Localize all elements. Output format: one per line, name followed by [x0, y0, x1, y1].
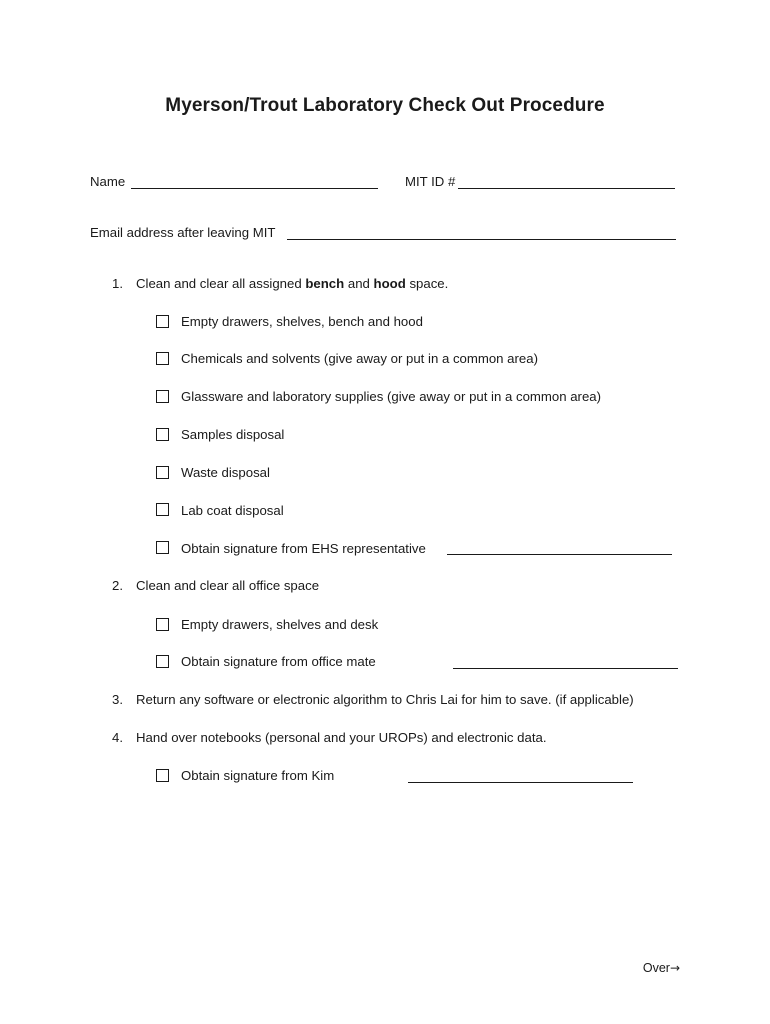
mit-id-underline	[458, 188, 675, 189]
step-number: 3.	[112, 692, 123, 707]
mit-id-label: MIT ID #	[405, 174, 456, 189]
step-number: 4.	[112, 730, 123, 745]
checkbox-glassware[interactable]	[156, 390, 169, 403]
over-indicator	[643, 961, 680, 975]
ehs-signature-line[interactable]	[447, 554, 672, 555]
checkbox-samples[interactable]	[156, 428, 169, 441]
checkbox-waste[interactable]	[156, 466, 169, 479]
kim-signature-line[interactable]	[408, 782, 633, 783]
checklist-item: Chemicals and solvents (give away or put in a common area)	[181, 351, 538, 366]
step-text: Hand over notebooks (personal and your UROPs) and electronic data.	[136, 730, 547, 745]
checklist-item: Glassware and laboratory supplies (give away or put in a common area)	[181, 389, 602, 404]
checklist-item: Waste disposal	[181, 465, 270, 480]
email-field[interactable]	[289, 223, 674, 239]
page-title: Myerson/Trout Laboratory Check Out Procedure	[165, 95, 605, 116]
checklist-item: Obtain signature from office mate	[181, 654, 376, 669]
office-mate-signature-line[interactable]	[453, 668, 678, 669]
checkbox-kim-signature[interactable]	[156, 769, 169, 782]
checklist-item: Obtain signature from EHS representative	[181, 541, 426, 556]
checklist-item: Samples disposal	[181, 427, 285, 442]
step-text: Clean and clear all assigned bench and hood space.	[136, 276, 449, 291]
mit-id-field[interactable]	[460, 172, 673, 188]
checkbox-chemicals[interactable]	[156, 352, 169, 365]
name-field[interactable]	[133, 172, 376, 188]
step-number: 2.	[112, 578, 123, 593]
step-text: Return any software or electronic algorithm to Chris Lai for him to save. (if applicable)	[136, 692, 634, 707]
step-bold-word: hood	[373, 276, 406, 291]
checkbox-office-mate-signature[interactable]	[156, 655, 169, 668]
checkbox-ehs-signature[interactable]	[156, 541, 169, 554]
checkbox-office-drawers[interactable]	[156, 618, 169, 631]
checkbox-empty-drawers[interactable]	[156, 315, 169, 328]
name-underline	[131, 188, 378, 189]
checklist-item: Lab coat disposal	[181, 503, 284, 518]
email-underline	[287, 239, 676, 240]
email-label: Email address after leaving MIT	[90, 225, 276, 240]
step-text: Clean and clear all office space	[136, 578, 320, 593]
arrow-right-icon: →	[669, 961, 680, 975]
step-bold-word: bench	[305, 276, 345, 291]
checklist-item: Empty drawers, shelves, bench and hood	[181, 314, 423, 329]
checklist-item: Empty drawers, shelves and desk	[181, 617, 379, 632]
checklist-item: Obtain signature from Kim	[181, 768, 335, 783]
name-label: Name	[90, 174, 126, 189]
step-number: 1.	[112, 276, 123, 291]
checkbox-lab-coat[interactable]	[156, 503, 169, 516]
over-label: Over	[642, 961, 670, 975]
